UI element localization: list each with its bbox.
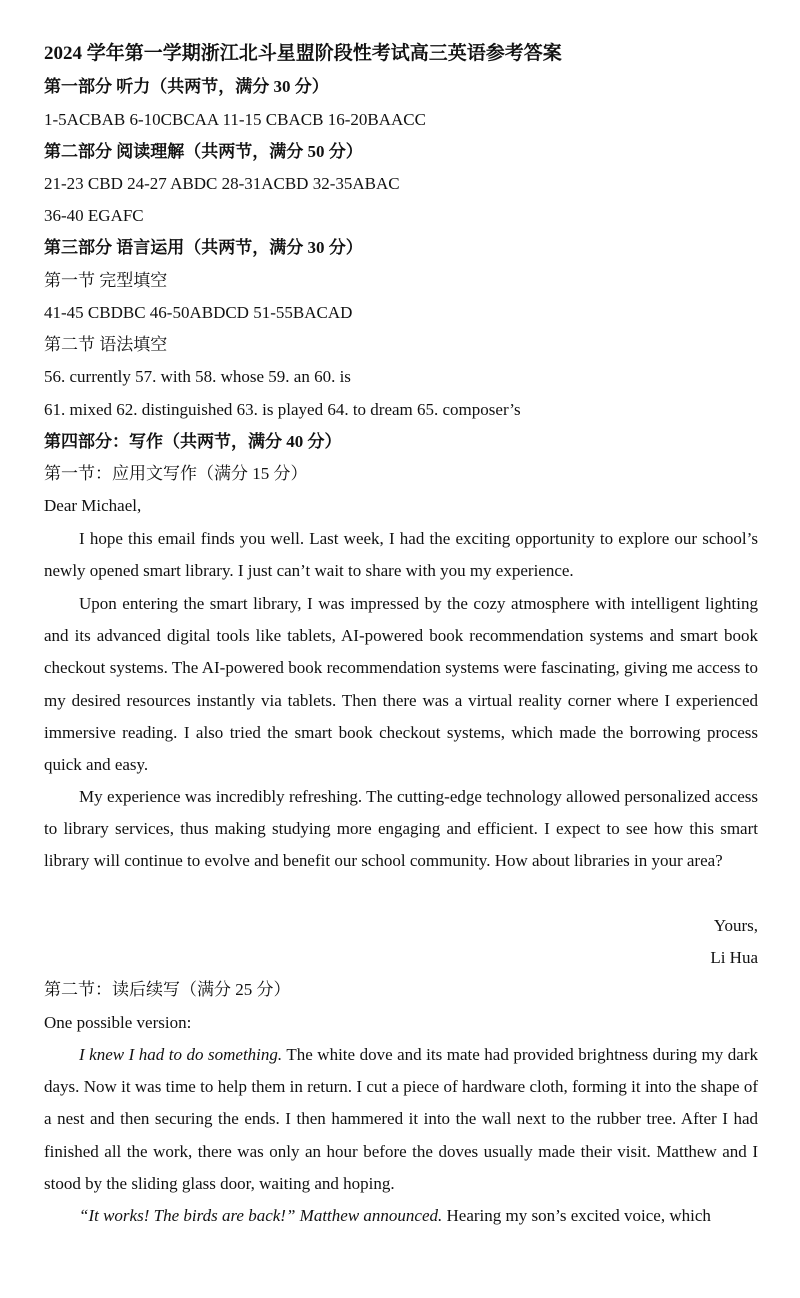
part4-section1-heading: 第一节：应用文写作（满分 15 分） xyxy=(44,464,308,483)
part3-heading: 第三部分 语言运用（共两节，满分 30 分） xyxy=(44,238,363,257)
part2-answers-line2: 36-40 EGAFC xyxy=(44,206,144,225)
story-paragraph-2-lead: “It works! The birds are back!” Matthew announced. xyxy=(79,1206,443,1225)
letter-paragraph-1: I hope this email finds you well. Last week, I had the exciting opportunity to explore our school’s newly opened smart library. I just can’t wait to share with you my experience. xyxy=(44,529,758,581)
part3-section2-heading: 第二节 语法填空 xyxy=(44,335,168,354)
part1-answers: 1-5ACBAB 6-10CBCAA 11-15 CBACB 16-20BAACC xyxy=(44,110,426,129)
letter-closing: Yours, xyxy=(713,916,758,935)
part4-section2-heading: 第二节：读后续写（满分 25 分） xyxy=(44,980,291,999)
story-paragraph-1-text: The white dove and its mate had provided brightness during my dark days. Now it was time to help them in return. I cut a piece of hardware cloth, forming it into the shape of a nest and then securing the ends. I then hammered it into the wall next to the rubber tree. After I had finished all the work, there was only an hour before the doves usually made their visit. Matthew and I stood by the sliding glass door, waiting and hoping. xyxy=(44,1045,758,1193)
letter-signature: Li Hua xyxy=(710,948,758,967)
story-paragraph-2 xyxy=(44,1200,758,1232)
letter-salutation: Dear Michael, xyxy=(44,496,142,515)
part3-section2-line2: 61. mixed 62. distinguished 63. is played 64. to dream 65. composer’s xyxy=(44,400,521,419)
part2-heading: 第二部分 阅读理解（共两节，满分 50 分） xyxy=(44,142,363,161)
part2-answers-line1: 21-23 CBD 24-27 ABDC 28-31ACBD 32-35ABAC xyxy=(44,174,400,193)
story-paragraph-2-text: Hearing my son’s excited voice, which xyxy=(442,1206,711,1225)
part4-heading: 第四部分：写作（共两节，满分 40 分） xyxy=(44,432,342,451)
letter-paragraph-2: Upon entering the smart library, I was impressed by the cozy atmosphere with intelligent lighting and its advanced digital tools like tablets, AI-powered book recommendation systems and smart book checkout systems. The AI-powered book recommendation systems were fascinating, giving me access to my desired resources instantly via tablets. Then there was a virtual reality corner where I experienced immersive reading. I also tried the smart book checkout systems, which made the borrowing process quick and easy. xyxy=(44,594,758,775)
page-title: 2024 学年第一学期浙江北斗星盟阶段性考试高三英语参考答案 xyxy=(44,43,562,64)
part1-heading: 第一部分 听力（共两节，满分 30 分） xyxy=(44,77,329,96)
part3-section1-heading: 第一节 完型填空 xyxy=(44,271,168,290)
letter-paragraph-3: My experience was incredibly refreshing. The cutting-edge technology allowed personalized access to library services, thus making studying more engaging and efficient. I expect to see how this smart library will continue to evolve and benefit our school community. How about libraries in your area? xyxy=(44,787,758,871)
story-paragraph-1 xyxy=(44,1039,758,1200)
version-label: One possible version: xyxy=(44,1013,192,1032)
part3-section2-line1: 56. currently 57. with 58. whose 59. an 60. is xyxy=(44,367,351,386)
story-paragraph-1-lead: I knew I had to do something. xyxy=(79,1045,283,1064)
part3-section1-answers: 41-45 CBDBC 46-50ABDCD 51-55BACAD xyxy=(44,303,353,322)
